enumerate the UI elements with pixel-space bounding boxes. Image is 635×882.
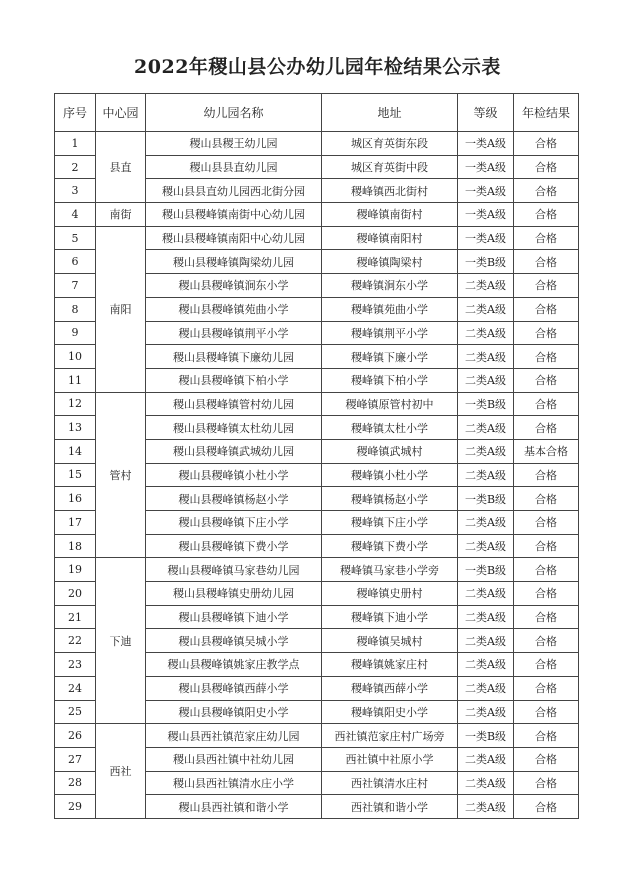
cell-result: 合格 [514,250,579,274]
cell-result: 合格 [514,321,579,345]
cell-name: 稷山县县直幼儿园西北街分园 [146,179,322,203]
cell-grade: 二类A级 [458,653,514,677]
cell-address: 稷峰镇涧东小学 [322,274,458,298]
cell-name: 稷山县稷峰镇管村幼儿园 [146,392,322,416]
cell-address: 稷峰镇吴城村 [322,629,458,653]
cell-grade: 二类A级 [458,368,514,392]
cell-result: 合格 [514,534,579,558]
cell-result: 合格 [514,653,579,677]
cell-result: 合格 [514,463,579,487]
cell-seq: 12 [55,392,96,416]
cell-seq: 11 [55,368,96,392]
cell-name: 稷山县稷峰镇马家巷幼儿园 [146,558,322,582]
cell-center: 南街 [96,203,146,227]
cell-address: 稷峰镇苑曲小学 [322,297,458,321]
cell-seq: 25 [55,700,96,724]
table-row [55,203,579,227]
cell-grade: 二类A级 [458,534,514,558]
cell-result: 合格 [514,771,579,795]
cell-grade: 一类A级 [458,132,514,156]
cell-grade: 一类B级 [458,724,514,748]
cell-address: 稷峰镇马家巷小学旁 [322,558,458,582]
cell-seq: 17 [55,511,96,535]
cell-address: 西社镇范家庄村广场旁 [322,724,458,748]
cell-grade: 一类B级 [458,392,514,416]
cell-seq: 9 [55,321,96,345]
header-address: 地址 [322,94,458,132]
cell-seq: 4 [55,203,96,227]
table-row [55,558,579,582]
cell-name: 稷山县稷峰镇西薛小学 [146,676,322,700]
table-row [55,226,579,250]
cell-name: 稷山县稷峰镇吴城小学 [146,629,322,653]
cell-name: 稷山县西社镇范家庄幼儿园 [146,724,322,748]
cell-address: 西社镇和谐小学 [322,795,458,819]
cell-result: 合格 [514,416,579,440]
header-result: 年检结果 [514,94,579,132]
cell-seq: 21 [55,605,96,629]
cell-result: 合格 [514,582,579,606]
cell-grade: 一类A级 [458,155,514,179]
cell-address: 稷峰镇下廉小学 [322,345,458,369]
cell-seq: 29 [55,795,96,819]
cell-grade: 二类A级 [458,274,514,298]
cell-result: 合格 [514,345,579,369]
cell-result: 合格 [514,368,579,392]
cell-name: 稷山县西社镇和谐小学 [146,795,322,819]
cell-seq: 24 [55,676,96,700]
cell-address: 稷峰镇西北街村 [322,179,458,203]
cell-address: 稷峰镇陶梁村 [322,250,458,274]
cell-grade: 二类A级 [458,511,514,535]
table-body [55,132,579,819]
cell-seq: 26 [55,724,96,748]
cell-result: 合格 [514,203,579,227]
cell-name: 稷山县稷峰镇小杜小学 [146,463,322,487]
cell-center: 西社 [96,724,146,819]
cell-result: 合格 [514,558,579,582]
cell-result: 合格 [514,747,579,771]
cell-seq: 23 [55,653,96,677]
table-row [55,724,579,748]
cell-result: 合格 [514,605,579,629]
cell-center: 下迪 [96,558,146,724]
cell-grade: 二类A级 [458,321,514,345]
cell-grade: 二类A级 [458,297,514,321]
header-name: 幼儿园名称 [146,94,322,132]
cell-address: 稷峰镇下迪小学 [322,605,458,629]
cell-address: 稷峰镇太杜小学 [322,416,458,440]
cell-grade: 一类A级 [458,203,514,227]
cell-address: 西社镇清水庄村 [322,771,458,795]
cell-grade: 二类A级 [458,771,514,795]
cell-name: 稷山县稷峰镇荆平小学 [146,321,322,345]
cell-result: 合格 [514,392,579,416]
cell-grade: 二类A级 [458,795,514,819]
cell-grade: 二类A级 [458,463,514,487]
header-center: 中心园 [96,94,146,132]
header-grade: 等级 [458,94,514,132]
cell-grade: 一类B级 [458,487,514,511]
cell-address: 稷峰镇杨赵小学 [322,487,458,511]
cell-grade: 一类A级 [458,179,514,203]
cell-name: 稷山县稷峰镇武城幼儿园 [146,439,322,463]
cell-address: 稷峰镇史册村 [322,582,458,606]
cell-name: 稷山县稷峰镇南街中心幼儿园 [146,203,322,227]
cell-seq: 15 [55,463,96,487]
cell-grade: 二类A级 [458,747,514,771]
cell-name: 稷山县西社镇中社幼儿园 [146,747,322,771]
cell-name: 稷山县西社镇清水庄小学 [146,771,322,795]
cell-name: 稷山县稷峰镇下迪小学 [146,605,322,629]
cell-seq: 22 [55,629,96,653]
cell-result: 合格 [514,132,579,156]
cell-seq: 6 [55,250,96,274]
cell-grade: 二类A级 [458,582,514,606]
cell-seq: 20 [55,582,96,606]
cell-address: 城区育英街东段 [322,132,458,156]
cell-result: 合格 [514,724,579,748]
table-row [55,392,579,416]
cell-result: 合格 [514,487,579,511]
cell-grade: 二类A级 [458,629,514,653]
cell-name: 稷山县稷峰镇阳史小学 [146,700,322,724]
cell-result: 合格 [514,700,579,724]
cell-address: 稷峰镇原管村初中 [322,392,458,416]
cell-seq: 2 [55,155,96,179]
cell-seq: 14 [55,439,96,463]
cell-seq: 27 [55,747,96,771]
cell-name: 稷山县稷峰镇下柏小学 [146,368,322,392]
cell-seq: 10 [55,345,96,369]
cell-name: 稷山县稷峰镇陶梁幼儿园 [146,250,322,274]
cell-address: 稷峰镇荆平小学 [322,321,458,345]
cell-address: 稷峰镇南街村 [322,203,458,227]
cell-name: 稷山县县直幼儿园 [146,155,322,179]
cell-result: 合格 [514,155,579,179]
cell-center: 县直 [96,132,146,203]
cell-address: 稷峰镇南阳村 [322,226,458,250]
cell-address: 稷峰镇下柏小学 [322,368,458,392]
results-table [54,93,579,819]
cell-grade: 二类A级 [458,345,514,369]
cell-result: 合格 [514,274,579,298]
cell-result: 合格 [514,629,579,653]
cell-result: 合格 [514,226,579,250]
page-title: 2022年稷山县公办幼儿园年检结果公示表 [134,56,501,78]
header-seq: 序号 [55,94,96,132]
cell-seq: 8 [55,297,96,321]
cell-name: 稷山县稷峰镇涧东小学 [146,274,322,298]
cell-seq: 16 [55,487,96,511]
cell-address: 稷峰镇阳史小学 [322,700,458,724]
cell-result: 合格 [514,179,579,203]
cell-name: 稷山县稷王幼儿园 [146,132,322,156]
cell-center: 南阳 [96,226,146,392]
cell-result: 合格 [514,795,579,819]
cell-name: 稷山县稷峰镇下庄小学 [146,511,322,535]
cell-address: 稷峰镇小杜小学 [322,463,458,487]
cell-name: 稷山县稷峰镇杨赵小学 [146,487,322,511]
cell-grade: 二类A级 [458,700,514,724]
cell-address: 西社镇中社原小学 [322,747,458,771]
cell-seq: 1 [55,132,96,156]
cell-grade: 二类A级 [458,439,514,463]
cell-result: 合格 [514,511,579,535]
header-row [55,94,579,132]
cell-name: 稷山县稷峰镇南阳中心幼儿园 [146,226,322,250]
cell-grade: 一类B级 [458,558,514,582]
cell-grade: 一类A级 [458,226,514,250]
cell-address: 稷峰镇下费小学 [322,534,458,558]
cell-name: 稷山县稷峰镇下费小学 [146,534,322,558]
cell-grade: 二类A级 [458,605,514,629]
cell-grade: 一类B级 [458,250,514,274]
cell-name: 稷山县稷峰镇姚家庄教学点 [146,653,322,677]
cell-seq: 19 [55,558,96,582]
cell-seq: 5 [55,226,96,250]
cell-address: 城区育英街中段 [322,155,458,179]
cell-seq: 13 [55,416,96,440]
cell-address: 稷峰镇武城村 [322,439,458,463]
cell-name: 稷山县稷峰镇下廉幼儿园 [146,345,322,369]
cell-address: 稷峰镇姚家庄村 [322,653,458,677]
cell-result: 合格 [514,297,579,321]
cell-name: 稷山县稷峰镇史册幼儿园 [146,582,322,606]
cell-result: 基本合格 [514,439,579,463]
cell-name: 稷山县稷峰镇太杜幼儿园 [146,416,322,440]
cell-seq: 28 [55,771,96,795]
cell-grade: 二类A级 [458,676,514,700]
cell-name: 稷山县稷峰镇苑曲小学 [146,297,322,321]
cell-result: 合格 [514,676,579,700]
cell-seq: 7 [55,274,96,298]
table-row [55,132,579,156]
cell-address: 稷峰镇西薛小学 [322,676,458,700]
cell-seq: 3 [55,179,96,203]
cell-center: 管村 [96,392,146,558]
cell-grade: 二类A级 [458,416,514,440]
cell-address: 稷峰镇下庄小学 [322,511,458,535]
cell-seq: 18 [55,534,96,558]
